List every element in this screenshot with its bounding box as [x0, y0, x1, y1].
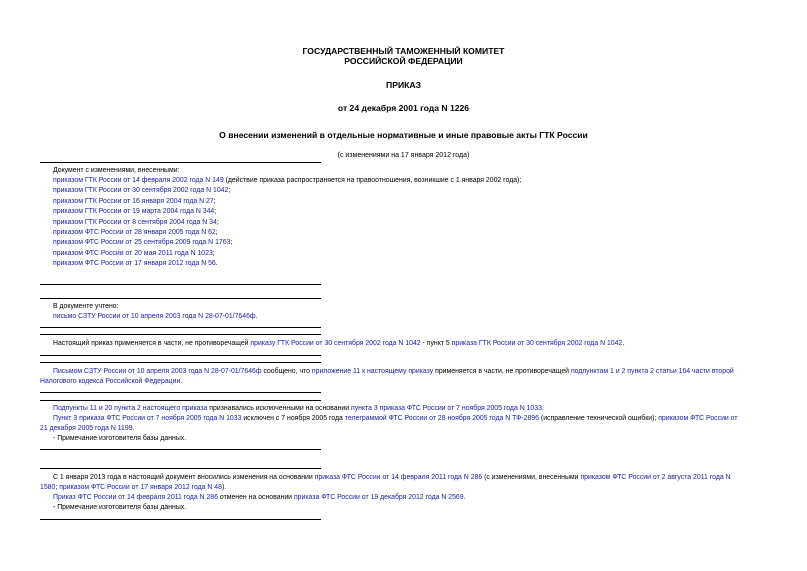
note4-link[interactable]: приказа ФТС России от 19 декабря 2012 года N 2569 — [293, 494, 464, 501]
divider — [40, 362, 321, 363]
note1-part: . — [622, 340, 625, 347]
note3-para2-line1 — [40, 414, 769, 424]
note4-part: ). — [221, 484, 227, 491]
note4-para2 — [40, 493, 769, 503]
note3-link[interactable]: 21 декабря 2005 года N 1199 — [40, 425, 133, 432]
divider — [40, 519, 321, 520]
change-item — [40, 259, 769, 269]
change-link[interactable]: приказом ФТС России от 17 января 2012 года N 56 — [53, 260, 216, 268]
change-link[interactable]: приказом ФТС России от 28 января 2005 года N 62 — [53, 229, 216, 236]
note1-part: Настоящий приказ применяется в части, не противоречащей — [53, 340, 251, 347]
note2-text-line1 — [40, 367, 769, 377]
note2-link[interactable]: Налогового кодекса Российской Федерации — [40, 378, 181, 385]
divider — [40, 162, 321, 163]
change-tail: ; — [216, 218, 219, 226]
note3-part: признавались исключенными на основании — [207, 405, 351, 412]
divider — [40, 392, 321, 393]
divider — [40, 298, 321, 299]
note4-part: отменен на основании — [217, 494, 294, 501]
note2-text-line2 — [40, 377, 769, 387]
note2-link[interactable]: приложение 11 к настоящему приказу — [311, 368, 434, 375]
note4-link[interactable]: приказом ФТС России от 2 августа 2011 года N — [580, 474, 731, 481]
note3-part: . — [541, 405, 544, 412]
note4-remark: - Примечание изготовителя базы данных. — [53, 504, 187, 511]
note2-part: применяется в части, не противоречащей — [433, 368, 571, 375]
note1-link[interactable]: приказа ГТК России от 30 сентября 2002 года N 1042 — [451, 340, 623, 347]
change-tail: ; — [215, 229, 218, 236]
change-link[interactable]: приказом ГТК России от 19 марта 2004 года N 344 — [53, 208, 215, 216]
org-name-line1: ГОСУДАРСТВЕННЫЙ ТАМОЖЕННЫЙ КОМИТЕТ — [302, 46, 505, 56]
change-tail: . — [215, 260, 218, 268]
note2-link[interactable]: подпунктам 1 и 2 пункта 2 статьи 164 части второй — [570, 368, 734, 375]
note3-part: исключен с 7 ноября 2005 года — [241, 415, 345, 422]
note4-link[interactable]: приказом ФТС России от 17 января 2012 года N 48 — [59, 484, 222, 491]
change-tail: (действие приказа распространяется на правоотношения, возникшие с 1 января 2002 года); — [223, 177, 522, 184]
considered-intro: В документе учтено: — [53, 303, 119, 310]
change-link[interactable]: приказом ФТС России от 20 мая 2011 года N 1023 — [53, 249, 213, 257]
note4-link[interactable]: Приказ ФТС России от 14 февраля 2011 года N 286 — [53, 494, 218, 501]
note2-part: . — [180, 378, 183, 385]
note3-para2-line2 — [40, 424, 769, 434]
document-date: от 24 декабря 2001 года N 1226 — [337, 103, 470, 113]
note1-part: - пункт 5 — [420, 340, 452, 347]
note3-link[interactable]: Подпункты 11 и 20 пункта 2 настоящего приказа — [53, 405, 208, 412]
note4-part: (с изменениями, внесенными — [482, 474, 581, 481]
note3-para1 — [40, 404, 769, 414]
change-link[interactable]: приказом ФТС России от 25 сентября 2009 года N 1763 — [53, 239, 231, 247]
change-item — [40, 186, 769, 196]
note3-remark: - Примечание изготовителя базы данных. — [53, 435, 187, 442]
note2-part: сообщено, что — [261, 368, 312, 375]
note3-link[interactable]: приказом ФТС России от — [658, 415, 738, 422]
note4-para1-line2 — [40, 483, 769, 493]
change-link[interactable]: приказом ГТК России от 14 февраля 2002 года N 149 — [53, 177, 224, 184]
note2-link[interactable]: Письмом СЗТУ России от 10 апреля 2003 года N 28-07-01/7646ф — [53, 368, 262, 375]
note3-part: (исправление технической ошибки); — [538, 415, 659, 422]
divider — [40, 400, 321, 401]
divider — [40, 334, 321, 335]
considered-tail: . — [255, 313, 258, 320]
note4-para1-line1 — [40, 473, 769, 483]
change-item — [40, 228, 769, 238]
change-tail: ; — [214, 208, 217, 216]
considered-item — [40, 312, 769, 322]
note4-link[interactable]: 1580 — [40, 484, 56, 491]
note3-link[interactable]: пункта 3 приказа ФТС России от 7 ноября 2005 года N 1033 — [350, 405, 542, 412]
change-tail: ; — [213, 197, 216, 205]
divider — [40, 355, 321, 356]
change-item — [40, 238, 769, 248]
divider — [40, 468, 321, 469]
amended-note: (с изменениями на 17 января 2012 года) — [337, 152, 470, 159]
note3-link[interactable]: Пункт 3 приказа ФТС России от 7 ноября 2005 года N 1033 — [53, 415, 242, 422]
note3-part: . — [132, 425, 135, 432]
change-item — [40, 197, 769, 207]
change-link[interactable]: приказом ГТК России от 8 сентября 2004 года N 34 — [53, 218, 217, 226]
note3-link[interactable]: телеграммой ФТС России от 28 ноября 2005 года N ТФ-2896 — [344, 415, 539, 422]
changes-intro: Документ с изменениями, внесенными: — [53, 167, 180, 174]
document-title: О внесении изменений в отдельные нормативные и иные правовые акты ГТК России — [219, 130, 588, 140]
note4-part: ; — [55, 484, 60, 491]
change-item — [40, 207, 769, 217]
change-tail: ; — [228, 187, 231, 195]
divider — [40, 284, 321, 285]
change-item — [40, 176, 769, 186]
considered-link[interactable]: письмо СЗТУ России от 10 апреля 2003 года N 28-07-01/7646ф — [53, 313, 256, 320]
change-item — [40, 249, 769, 259]
change-tail: ; — [230, 239, 233, 247]
change-link[interactable]: приказом ГТК России от 16 января 2004 года N 27 — [53, 197, 214, 205]
note4-link[interactable]: приказа ФТС России от 14 февраля 2011 года N 286 — [314, 474, 483, 481]
change-tail: ; — [212, 249, 215, 257]
note1-text — [40, 339, 769, 349]
note4-part: С 1 января 2013 года в настоящий документ вносились изменения на основании — [53, 474, 315, 481]
divider — [40, 449, 321, 450]
divider — [40, 327, 321, 328]
document-type: ПРИКАЗ — [386, 80, 421, 90]
note4-part: . — [463, 494, 466, 501]
org-name-line2: РОССИЙСКОЙ ФЕДЕРАЦИИ — [344, 56, 463, 66]
note1-link[interactable]: приказу ГТК России от 30 сентября 2002 года N 1042 — [250, 340, 421, 347]
change-link[interactable]: приказом ГТК России от 30 сентября 2002 года N 1042 — [53, 187, 229, 195]
change-item — [40, 218, 769, 228]
